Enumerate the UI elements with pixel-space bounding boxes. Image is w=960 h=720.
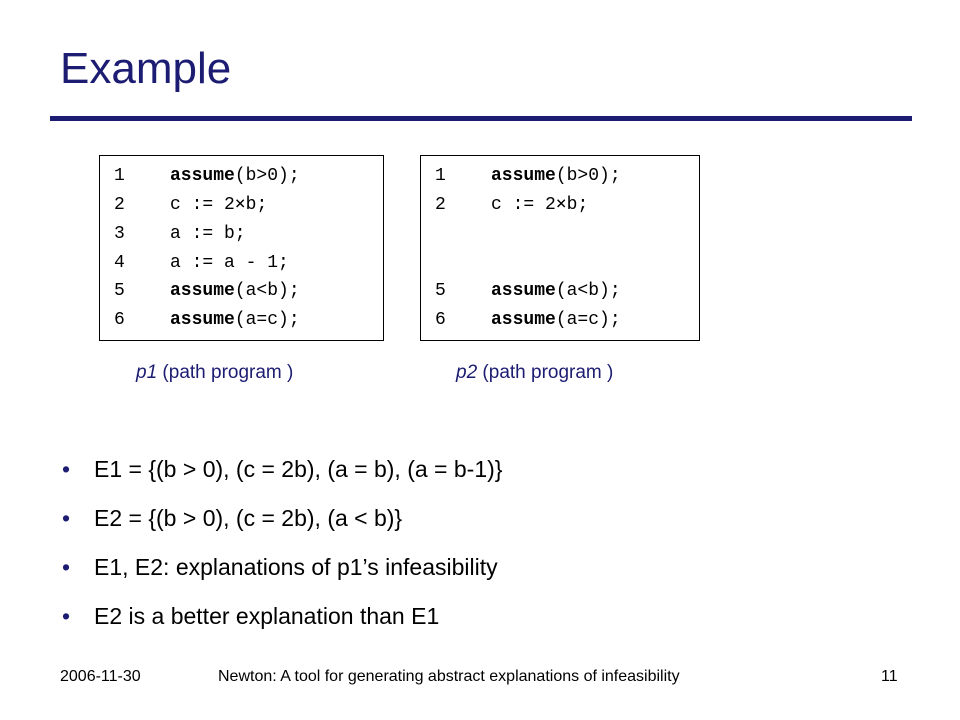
bullet-item <box>60 502 502 551</box>
bullet-dot-icon: • <box>62 456 71 482</box>
bullet-list <box>60 453 502 649</box>
bullet-text: E1, E2: explanations of p1’s infeasibility <box>94 554 498 580</box>
bullet-text: E2 is a better explanation than E1 <box>94 603 440 629</box>
code-text: a := b; <box>170 224 246 244</box>
code-text: (b>0); <box>555 166 621 186</box>
line-number: 4 <box>114 253 125 273</box>
code-line <box>114 166 300 186</box>
footer-title: Newton: A tool for generating abstract explanations of infeasibility <box>218 668 680 685</box>
line-number: 1 <box>435 166 446 186</box>
line-number: 3 <box>114 224 125 244</box>
caption-p1 <box>136 362 293 384</box>
code-box-p1 <box>99 155 384 341</box>
code-line <box>114 253 289 273</box>
code-line <box>114 195 267 215</box>
code-box-p2 <box>420 155 700 341</box>
slide-number: 11 <box>881 668 898 685</box>
caption-program-name: p2 <box>456 362 478 383</box>
code-line <box>435 166 621 186</box>
code-line <box>114 224 246 244</box>
bullet-dot-icon: • <box>62 505 71 531</box>
code-keyword: assume <box>491 310 556 330</box>
line-number: 1 <box>114 166 125 186</box>
line-number: 5 <box>435 281 446 301</box>
footer-date: 2006-11-30 <box>60 668 141 685</box>
bullet-item <box>60 551 502 600</box>
code-line <box>435 310 621 330</box>
code-text: (a=c); <box>234 310 300 330</box>
code-text: (a<b); <box>234 281 300 301</box>
title-divider <box>50 116 912 121</box>
bullet-text: E2 = {(b > 0), (c = 2b), (a < b)} <box>94 505 403 531</box>
code-text: c := 2⨯b; <box>491 195 589 215</box>
code-line <box>435 195 588 215</box>
code-text: a := a - 1; <box>170 253 289 273</box>
code-text: (a<b); <box>555 281 621 301</box>
code-keyword: assume <box>170 281 235 301</box>
line-number: 5 <box>114 281 125 301</box>
code-text: (b>0); <box>234 166 300 186</box>
code-keyword: assume <box>170 310 235 330</box>
caption-text: (path program ) <box>477 362 614 383</box>
bullet-dot-icon: • <box>62 554 71 580</box>
slide-title: Example <box>60 44 232 93</box>
caption-p2 <box>456 362 613 384</box>
code-text: (a=c); <box>555 310 621 330</box>
line-number: 6 <box>435 310 446 330</box>
code-text: c := 2⨯b; <box>170 195 268 215</box>
code-line <box>114 281 300 301</box>
caption-program-name: p1 <box>136 362 158 383</box>
line-number: 6 <box>114 310 125 330</box>
code-keyword: assume <box>170 166 235 186</box>
code-keyword: assume <box>491 281 556 301</box>
bullet-item <box>60 600 502 649</box>
bullet-text: E1 = {(b > 0), (c = 2b), (a = b), (a = b-1)} <box>94 456 503 482</box>
line-number: 2 <box>435 195 446 215</box>
line-number: 2 <box>114 195 125 215</box>
code-keyword: assume <box>491 166 556 186</box>
code-line <box>114 310 300 330</box>
caption-text: (path program ) <box>157 362 294 383</box>
bullet-item <box>60 453 502 502</box>
bullet-dot-icon: • <box>62 603 71 629</box>
code-line <box>435 281 621 301</box>
